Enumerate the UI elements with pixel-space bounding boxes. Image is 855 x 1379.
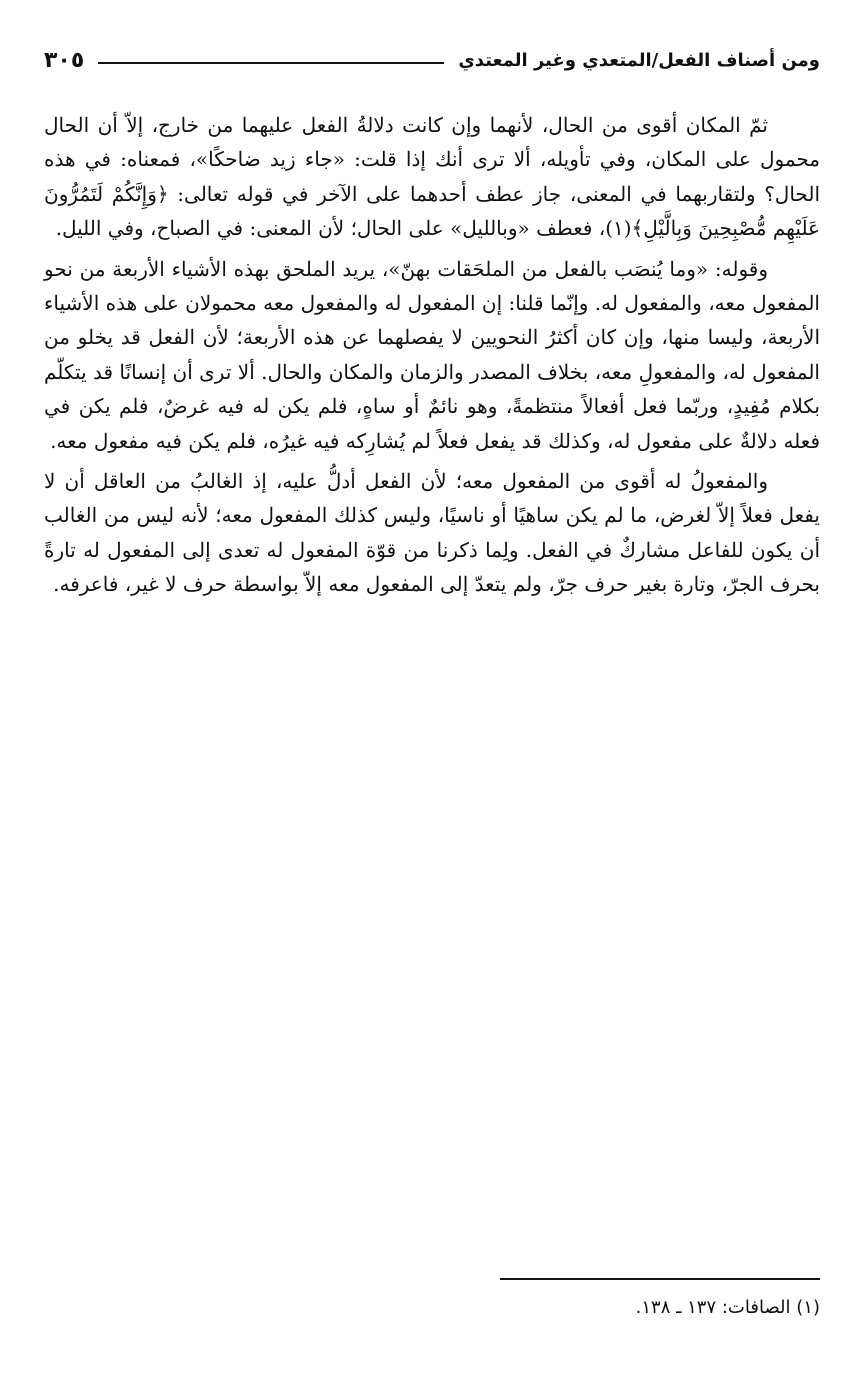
page-header	[44, 40, 820, 80]
running-title: ومن أصناف الفعل/المتعدي وغير المعتدي	[458, 49, 820, 71]
footnote: (١) الصافات: ١٣٧ ـ ١٣٨.	[635, 1297, 820, 1318]
book-page	[44, 40, 820, 1360]
paragraph-2: وقوله: «وما يُنصَب بالفعل من الملحَقات بهنّ»، يريد الملحق بهذه الأشياء الأربعة من نحو المفعول معه، والمفعول له. وإنّما قلنا: إن المفعول له والمفعول معه محمولان على هذه الأشياء الأربعة، وليسا منها، وإن كان أكثرُ النحويين لا يفصلهما عن هذه الأربعة؛ لأن الفعل قد يخلو من المفعول له، والمفعولِ معه، بخلاف المصدر والزمان والمكان والحال. ألا ترى أن إنسانًا قد يتكلّم بكلام مُفِيدٍ، وربّما فعل أفعالاً منتظمةً، وهو نائمٌ أو ساهٍ، فلم يكن له فيه غرضٌ، فلم يكن في فعله دلالةٌ على مفعول له، وكذلك قد يفعل فعلاً لم يُشارِكه فيه غيرُه، فلم يكن فيه مفعول معه.	[44, 256, 820, 453]
paragraph-3: والمفعولُ له أقوى من المفعول معه؛ لأن الفعل أدلُّ عليه، إذ الغالبُ من العاقل أن لا يفعل فعلاً إلاّ لغرض، ما لم يكن ساهيًا أو ناسيًا، وليس كذلك المفعول معه؛ لأنه ليس من الغالب أن يكون للفاعل مشاركٌ في الفعل. ولِما ذكرنا من قوّة المفعول له تعدى إلى المفعول له تارةً بحرف الجرّ، وتارة بغير حرف جرّ، ولم يتعدّ إلى المفعول معه إلاّ بواسطة حرف لا غير، فاعرفه.	[44, 469, 820, 597]
page-number: ٣٠٥	[44, 47, 85, 73]
header-rule	[98, 62, 444, 64]
body-text	[44, 108, 820, 608]
footnote-rule	[500, 1278, 820, 1280]
paragraph-1: ثمّ المكان أقوى من الحال، لأنهما وإن كانت دلالةُ الفعل عليهما من خارج، إلاّ أن الحال محمول على المكان، وفي تأويله، ألا ترى أنك إذا قلت: «جاء زيد ضاحكًا»، فمعناه: في هذه الحال؟ ولتقاربهما في المعنى، جاز عطف أحدهما على الآخر في قوله تعالى: ﴿وَإِنَّكُمْ لَتَمُرُّونَ عَلَيْهِم مُّصْبِحِينَ وَبِالَّيْلِ﴾(١)، فعطف «وبالليل» على الحال؛ لأن المعنى: في الصباح، وفي الليل.	[44, 113, 821, 241]
